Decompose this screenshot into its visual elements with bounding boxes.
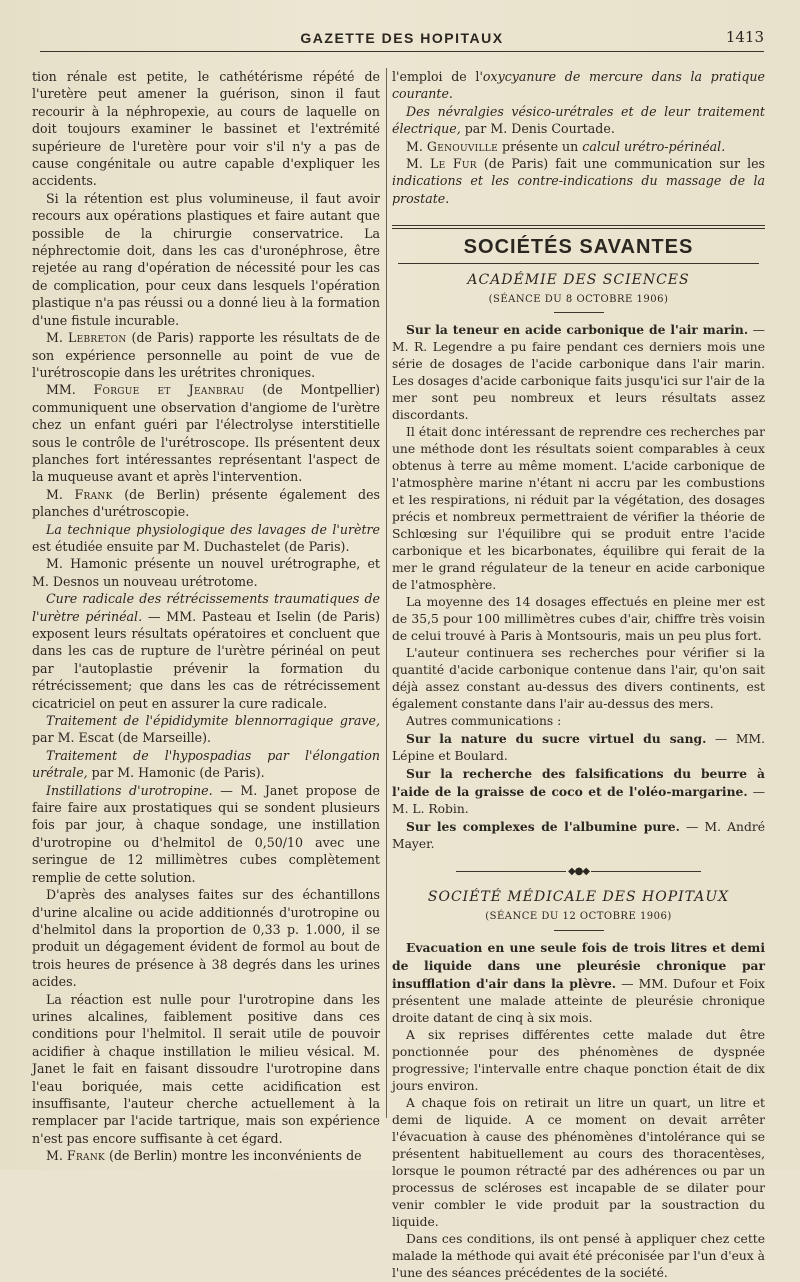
right-column [392, 68, 766, 1280]
ornament-divider: ◆●◆ [392, 863, 765, 880]
paragraph: D'après des analyses faites sur des échantillons d'urine alcaline ou acide additionnés d'urotropine ou d'helmitol dans la proportion de 0,33 p. 1.000, il se produit un dégagement évident de formol au bout de trois heures de présence à 38 degrés dans les urines acides. [32, 887, 380, 990]
journal-title: GAZETTE DES HOPITAUX [300, 30, 504, 46]
topic-title: Traitement de l'hypospadias par l'élongation urétrale, [32, 747, 380, 781]
topic-title: Instillations d'urotropine. [46, 782, 213, 798]
short-rule [554, 312, 604, 313]
academy-body [392, 321, 765, 853]
paragraph: Evacuation en une seule fois de trois litres et demi de liquide dans une pleurésie chronique par insufflation d'air dans la plèvre. — MM. Dufour et Foix présentent une malade atteinte de pleurésie chronique droite datant de cinq à six mois. [392, 939, 765, 1025]
paragraph: Dans ces conditions, ils ont pensé à appliquer chez cette malade la méthode qui avait été préconisée par l'un d'eux à l'une des séances précédentes de la société. [392, 1231, 765, 1280]
paragraph: A chaque fois on retirait un litre un quart, un litre et demi de liquide. A ce moment on devait arrêter l'évacuation à cause des phénomènes d'intolérance qui se présentent habituellement au cours des thoracentèses, lorsque le poumon rétracté par des adhérences ou par un processus de scléroses est incapable de se dilater pour venir combler le vide produit par la soustraction du liquide. [392, 1095, 765, 1229]
societe-body [392, 939, 765, 1282]
paragraph: Sur la nature du sucre virtuel du sang. — MM. Lépine et Boulard. [392, 731, 765, 764]
paragraph: La moyenne des 14 dosages effectués en pleine mer est de 35,5 pour 100 millimètres cubes d'air, chiffre très voisin de celui trouvé à Paris à Montsouris, mais un peu plus fort. [392, 595, 765, 644]
communication-title: Sur la nature du sucre virtuel du sang. [406, 731, 707, 747]
paragraph: M. Genouville présente un calcul urétro-périnéal. [406, 138, 726, 154]
academy-heading: ACADÉMIE DES SCIENCES [467, 271, 690, 288]
paragraph: Autres communications : [406, 714, 562, 729]
page-number: 1413 [725, 28, 764, 46]
section-rule [392, 225, 765, 229]
paragraph: Sur la recherche des falsifications du beurre à l'aide de la graisse de coco et de l'oléo-margarine. — M. L. Robin. [392, 766, 765, 817]
paragraph: L'auteur continuera ses recherches pour vérifier si la quantité d'acide carbonique contenue dans l'air, qu'on sait déjà assez constant au-dessus des divers continents, est également constante dans l'air au-dessus des mers. [392, 646, 765, 712]
paragraph: Sur la teneur en acide carbonique de l'air marin. — M. R. Legendre a pu faire pendant ces derniers mois une série de dosages de l'acide carbonique dans l'air marin. Les dosages d'acide carbonique faits jusqu'ici sur l'air de la mer sont peu nombreux et leurs résultats assez discordants. [392, 322, 765, 423]
topic-title: Cure radicale des rétrécissements traumatiques de l'urètre périnéal. [32, 591, 380, 624]
section-underline [398, 263, 759, 264]
paragraph: Traitement de l'hypospadias par l'élongation urétrale, par M. Hamonic (de Paris). [32, 747, 380, 781]
section-title: SOCIÉTÉS SAVANTES [463, 236, 694, 259]
paragraph: La réaction est nulle pour l'urotropine dans les urines alcalines, faiblement positive dans ces conditions pour l'helmitol. Il serait utile de pouvoir acidifier à chaque instillation le milieu vésical. M. Janet le fait en faisant dissoudre l'urotropine dans l'eau boriquée, mais cette acidification est insuffisante, l'auteur cherche actuellement à la remplacer par l'acide tartrique, mais son expérience n'est pas encore suffisante à cet égard. [32, 991, 380, 1146]
paragraph: Cure radicale des rétrécissements traumatiques de l'urètre périnéal. — MM. Pasteau et Iselin (de Paris) exposent leurs résultats opératoires et concluent que dans les cas de rupture de l'urètre périnéal on peut par l'autoplastie prévenir la formation du rétrécissement; que dans les cas de rétrécissement cicatriciel on peut en assurer la cure radicale. [32, 591, 381, 711]
paragraph: M. Frank (de Berlin) présente également des planches d'urétroscopie. [32, 486, 381, 520]
author-name: Frank [74, 486, 113, 502]
author-name: Forgue et Jeanbrau [93, 382, 245, 398]
author-name: Le Fur [429, 156, 477, 172]
communication-title: Sur la teneur en acide carbonique de l'air marin. [406, 322, 749, 338]
paragraph: M. Hamonic présente un nouvel urétrographe, et M. Desnos un nouveau urétrotome. [32, 556, 380, 589]
author-name: Genouville [426, 138, 498, 154]
author-name: Lebreton [67, 330, 127, 346]
page-header [40, 28, 764, 52]
column-divider [386, 68, 387, 1118]
left-column [32, 68, 381, 1164]
communication-title: Sur les complexes de l'albumine pure. [406, 819, 680, 835]
paragraph: Instillations d'urotropine. — M. Janet propose de faire faire aux prostatiques qui se sondent plusieurs fois par jour, à chaque sondage, une instillation d'urotropine ou d'helmitol de 0,50/10 avec une seringue de 12 millimètres cubes complètement remplie de cette solution. [32, 782, 380, 885]
topic-title: Des névralgies vésico-urétrales et de leur traitement électrique, [392, 103, 765, 137]
paragraph: Sur les complexes de l'albumine pure. — M. André Mayer. [392, 819, 765, 852]
paragraph: M. Frank (de Berlin) montre les inconvénients de [46, 1148, 362, 1164]
topic-title: La technique physiologique des lavages de l'urètre [46, 521, 380, 537]
paragraph: MM. Forgue et Jeanbrau (de Montpellier) communiquent une observation d'angiome de l'urètre chez un enfant guéri par l'électrolyse interstitielle sous le contrôle de l'urétroscope. Ils présentent deux planches fort intéressantes représentant l'aspect de la muqueuse avant et après l'intervention. [32, 382, 380, 485]
paragraph: Si la rétention est plus volumineuse, il faut avoir recours aux opérations plastiques et faire autant que possible de la chirurgie conservatrice. La néphrectomie doit, dans les cas d'uronéphrose, être rejetée au rang d'opération de nécessité pour les cas de complication, pour ceux dans lesquels l'opération plastique n'a pas réussi ou a donné lieu à la formation d'une fistule incurable. [32, 190, 380, 328]
societe-heading: SOCIÉTÉ MÉDICALE DES HOPITAUX [427, 888, 730, 905]
paragraph: Des névralgies vésico-urétrales et de leur traitement électrique, par M. Denis Courtade. [392, 103, 765, 137]
paragraph: Il était donc intéressant de reprendre ces recherches par une méthode dont les résultats soient comparables à ceux obtenus à terre au même moment. L'acide carbonique de l'atmosphère marine n'étant ni accru par les combustions et les respirations, ni réduit par la végétation, des dosages précis et nombreux permettraient de vérifier la théorie de Schlœsing sur l'équilibre qui se produit entre l'acide carbonique et les bicarbonates, équilibre qui ferait de la mer le grand régulateur de la teneur en acide carbonique de l'atmosphère. [392, 425, 765, 593]
paragraph: tion rénale est petite, le cathétérisme répété de l'uretère peut amener la guérison, sinon il faut recourir à la néphropexie, au cours de laquelle on doit toujours examiner le bassinet et l'extrémité supérieure de l'uretère pour voir s'il n'y a pas de cause congénitale ou autre capable d'expliquer les accidents. [32, 69, 380, 189]
paragraph: La technique physiologique des lavages de l'urètre est étudiée ensuite par M. Duchastelet (de Paris). [32, 521, 380, 554]
communication-title: Evacuation en une seule fois de trois litres et demi de liquide dans une pleurésie chronique par insufflation d'air dans la plèvre. [392, 939, 765, 991]
seance-date: (SÉANCE DU 8 OCTOBRE 1906) [488, 294, 669, 306]
paragraph: M. Lebreton (de Paris) rapporte les résultats de de son expérience personnelle au point de vue de l'urétroscopie dans les urétrites chroniques. [32, 330, 381, 380]
author-name: Frank [66, 1148, 106, 1164]
seance-date: (SÉANCE DU 12 OCTOBRE 1906) [485, 911, 672, 923]
paragraph: M. Le Fur (de Paris) fait une communication sur les indications et les contre-indications du massage de la prostate. [392, 156, 766, 206]
paragraph: A six reprises différentes cette malade dut être ponctionnée pour des phénomènes de dyspnée progressive; l'intervalle entre chaque ponction était de dix jours environ. [392, 1027, 765, 1093]
short-rule [554, 930, 604, 931]
communication-title: Sur la recherche des falsifications du beurre à l'aide de la graisse de coco et de l'oléo-margarine. [392, 766, 765, 800]
paragraph: Traitement de l'épididymite blennorragique grave, par M. Escat (de Marseille). [32, 713, 380, 746]
topic-title: Traitement de l'épididymite blennorragique grave, [46, 713, 380, 729]
paragraph: l'emploi de l'oxycyanure de mercure dans la pratique courante. [392, 69, 765, 102]
